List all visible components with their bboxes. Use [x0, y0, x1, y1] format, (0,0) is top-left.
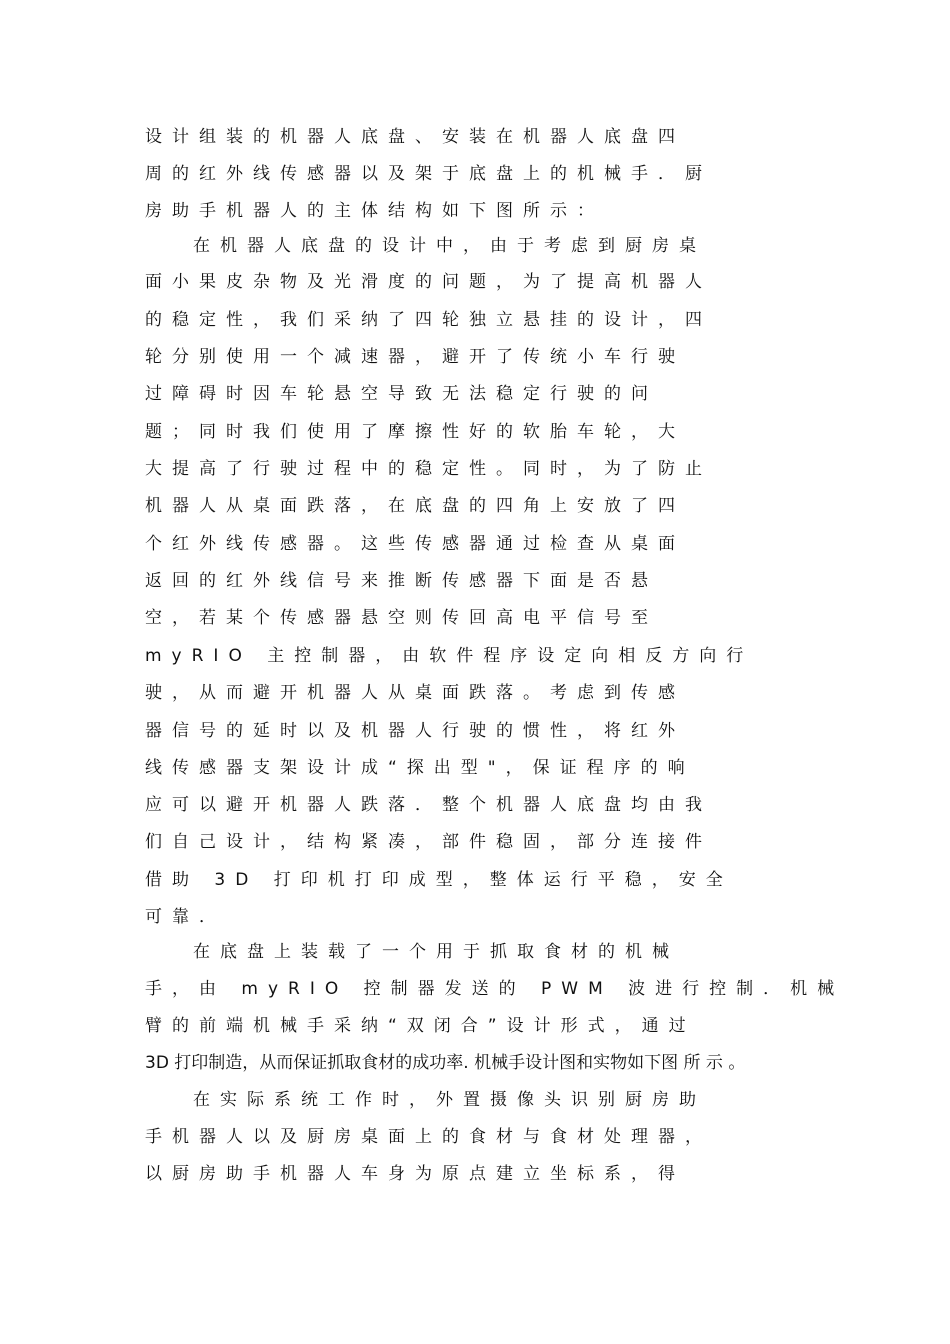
text-line: 房助手机器人的主体结构如下图所示： [145, 201, 604, 221]
text-line: 空，若某个传感器悬空则传回高电平信号至 [145, 608, 658, 628]
paragraph-start-line: 在实际系统工作时，外置摄像头识别厨房助 [193, 1090, 706, 1110]
text-line: 个红外线传感器。这些传感器通过检查从桌面 [145, 534, 685, 554]
text-line: 可靠． [145, 907, 226, 927]
paragraph-start-line: 在底盘上装载了一个用于抓取食材的机械 [193, 942, 679, 962]
text-line: 应可以避开机器人跌落．整个机器人底盘均由我 [145, 795, 712, 815]
text-line: 大提高了行驶过程中的稳定性。同时，为了防止 [145, 459, 712, 479]
text-line: 的稳定性，我们采纳了四轮独立悬挂的设计，四 [145, 310, 712, 330]
text-line: 驶，从而避开机器人从桌面跌落。考虑到传感 [145, 683, 685, 703]
text-line: 返回的红外线信号来推断传感器下面是否悬 [145, 571, 658, 591]
text-line: 周的红外线传感器以及架于底盘上的机械手．厨 [145, 164, 712, 184]
text-line: 机器人从桌面跌落，在底盘的四角上安放了四 [145, 496, 685, 516]
text-line: 设计组装的机器人底盘、安装在机器人底盘四 [145, 127, 685, 147]
text-line: 3D 打印制造，从而保证抓取食材的成功率. 机械手设计图和实物如下图 所 示 。 [145, 1053, 746, 1073]
text-line: 过障碍时因车轮悬空导致无法稳定行驶的问 [145, 384, 658, 404]
text-line: 题；同时我们使用了摩擦性好的软胎车轮，大 [145, 422, 685, 442]
text-line: 手，由 myRIO 控制器发送的 PWM 波进行控制．机械 [145, 979, 845, 999]
text-line: 面小果皮杂物及光滑度的问题，为了提高机器人 [145, 272, 712, 292]
text-line: myRIO 主控制器，由软件程序设定向相反方向行 [145, 646, 754, 666]
text-line: 们自己设计，结构紧凑，部件稳固，部分连接件 [145, 832, 712, 852]
text-line: 以厨房助手机器人车身为原点建立坐标系，得 [145, 1164, 685, 1184]
text-line: 手机器人以及厨房桌面上的食材与食材处理器， [145, 1127, 712, 1147]
text-line: 器信号的延时以及机器人行驶的惯性，将红外 [145, 721, 685, 741]
text-line: 借助 3D 打印机打印成型，整体运行平稳，安全 [145, 870, 733, 890]
text-line: 臂的前端机械手采纳“双闭合”设计形式，通过 [145, 1016, 696, 1036]
text-line: 轮分别使用一个减速器，避开了传统小车行驶 [145, 347, 685, 367]
paragraph-start-line: 在机器人底盘的设计中，由于考虑到厨房桌 [193, 236, 706, 256]
text-line: 线传感器支架设计成“探出型"，保证程序的响 [145, 758, 695, 778]
